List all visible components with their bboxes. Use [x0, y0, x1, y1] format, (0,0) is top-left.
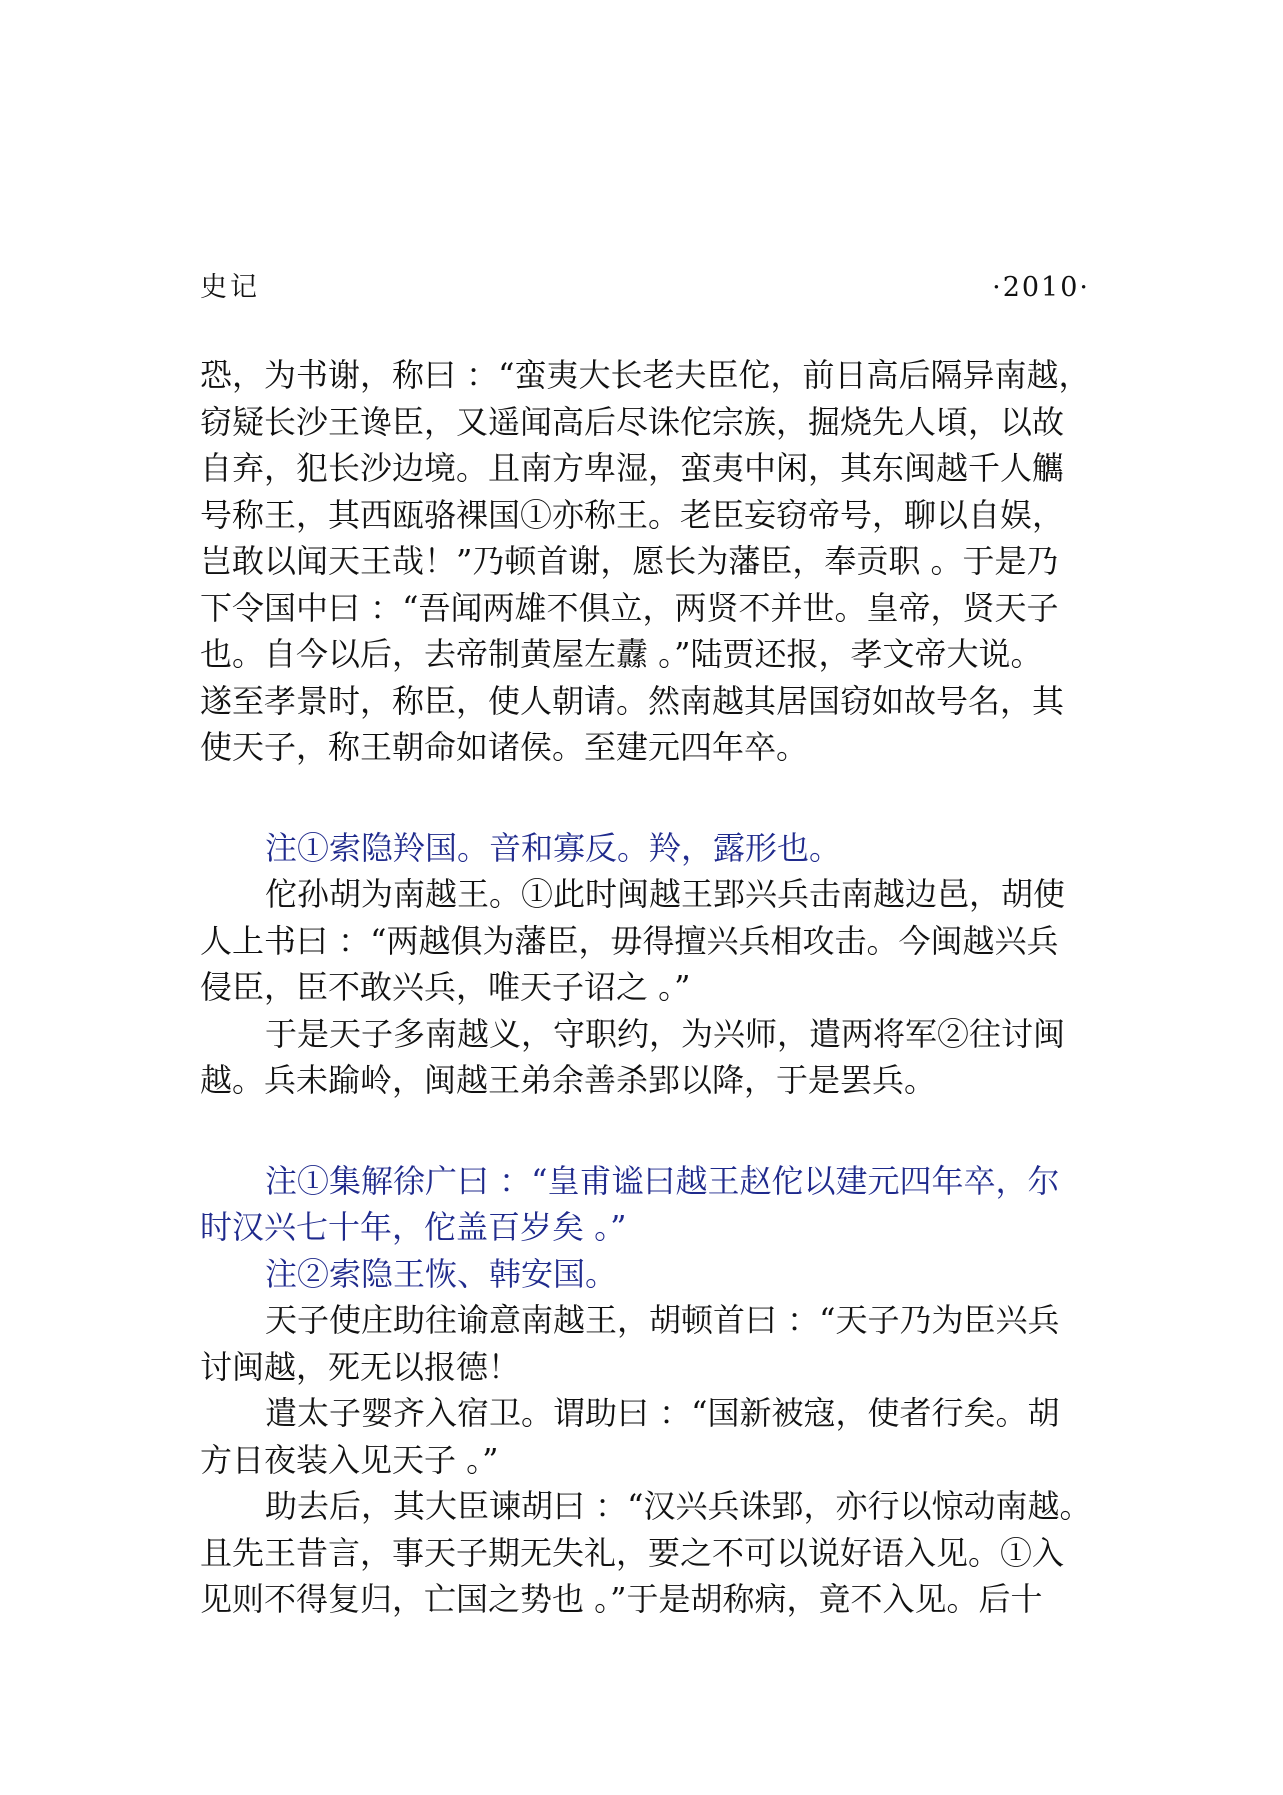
text-line: 使天子，称王朝命如诸侯。至建元四年卒。: [200, 728, 809, 766]
text-line: 于是天子多南越义，守职约，为兴师，遣两将军②往讨闽: [265, 1014, 1066, 1053]
text-line: 方日夜装入见天子 。”: [200, 1440, 499, 1479]
text-line: 侵臣，臣不敢兴兵，唯天子诏之 。”: [200, 968, 691, 1006]
page-header: [200, 268, 1090, 308]
text-line: 天子使庄助往谕意南越王，胡顿首曰 ：“天子乃为臣兴兵: [265, 1301, 1060, 1339]
book-title: 史记: [200, 272, 260, 303]
text-line: 人上书曰 ：“两越俱为藩臣，毋得擅兴兵相攻击。今闽越兴兵: [200, 921, 1059, 960]
paragraph-gap: [200, 1104, 1100, 1158]
main-text: [200, 352, 1100, 1623]
annotation-line: 注②索隐王恢、韩安国。: [265, 1254, 618, 1293]
annotation-line: 注①集解徐广曰 ：“皇甫谧曰越王赵佗以建元四年卒，尔: [265, 1161, 1060, 1200]
text-line: 遂至孝景时，称臣，使人朝请。然南越其居国窃如故号名，其: [200, 681, 1065, 720]
paragraph-gap: [200, 771, 1100, 825]
annotation-line: 注①索隐羚国。音和寡反。羚，露形也。: [265, 828, 842, 867]
text-line: 佗孙胡为南越王。①此时闽越王郢兴兵击南越边邑，胡使: [265, 875, 1066, 913]
text-line: 越。兵未踰岭，闽越王弟余善杀郢以降，于是罢兵。: [200, 1061, 937, 1099]
text-line: 且先王昔言，事天子期无失礼，要之不可以说好语入见。①入: [200, 1533, 1065, 1572]
text-line: 自弃，犯长沙边境。且南方卑湿，蛮夷中闲，其东闽越千人觽: [200, 449, 1065, 487]
text-line: 助去后，其大臣谏胡曰 ：“汉兴兵诛郢，亦行以惊动南越。: [265, 1487, 1092, 1525]
text-line: 也。自今以后，去帝制黄屋左纛 。”陆贾还报，孝文帝大说。: [200, 635, 1043, 673]
text-line: 岂敢以闻天王哉！”乃顿首谢，愿长为藩臣，奉贡职 。于是乃: [200, 542, 1059, 580]
text-line: 恐，为书谢，称曰 ：“蛮夷大长老夫臣佗，前日高后隔异南越，: [200, 356, 1091, 394]
text-line: 遣太子婴齐入宿卫。谓助曰 ：“国新被寇，使者行矣。胡: [265, 1394, 1060, 1432]
text-line: 窃疑长沙王谗臣，又遥闻高后尽诛佗宗族，掘烧先人頃，以故: [200, 402, 1065, 441]
text-line: 讨闽越，死无以报德！: [200, 1347, 521, 1386]
text-line: 号称王，其西瓯骆裸国①亦称王。老臣妄窃帝号，聊以自娱，: [200, 495, 1065, 534]
text-line: 下令国中曰 ：“吾闻两雄不俱立，两贤不并世。皇帝，贤天子: [200, 588, 1059, 627]
annotation-line: 时汉兴七十年，佗盖百岁矣 。”: [200, 1208, 627, 1246]
text-line: 见则不得复归，亡国之势也 。”于是胡称病，竟不入见。后十: [200, 1580, 1043, 1618]
page-number: ·2010·: [992, 272, 1090, 303]
